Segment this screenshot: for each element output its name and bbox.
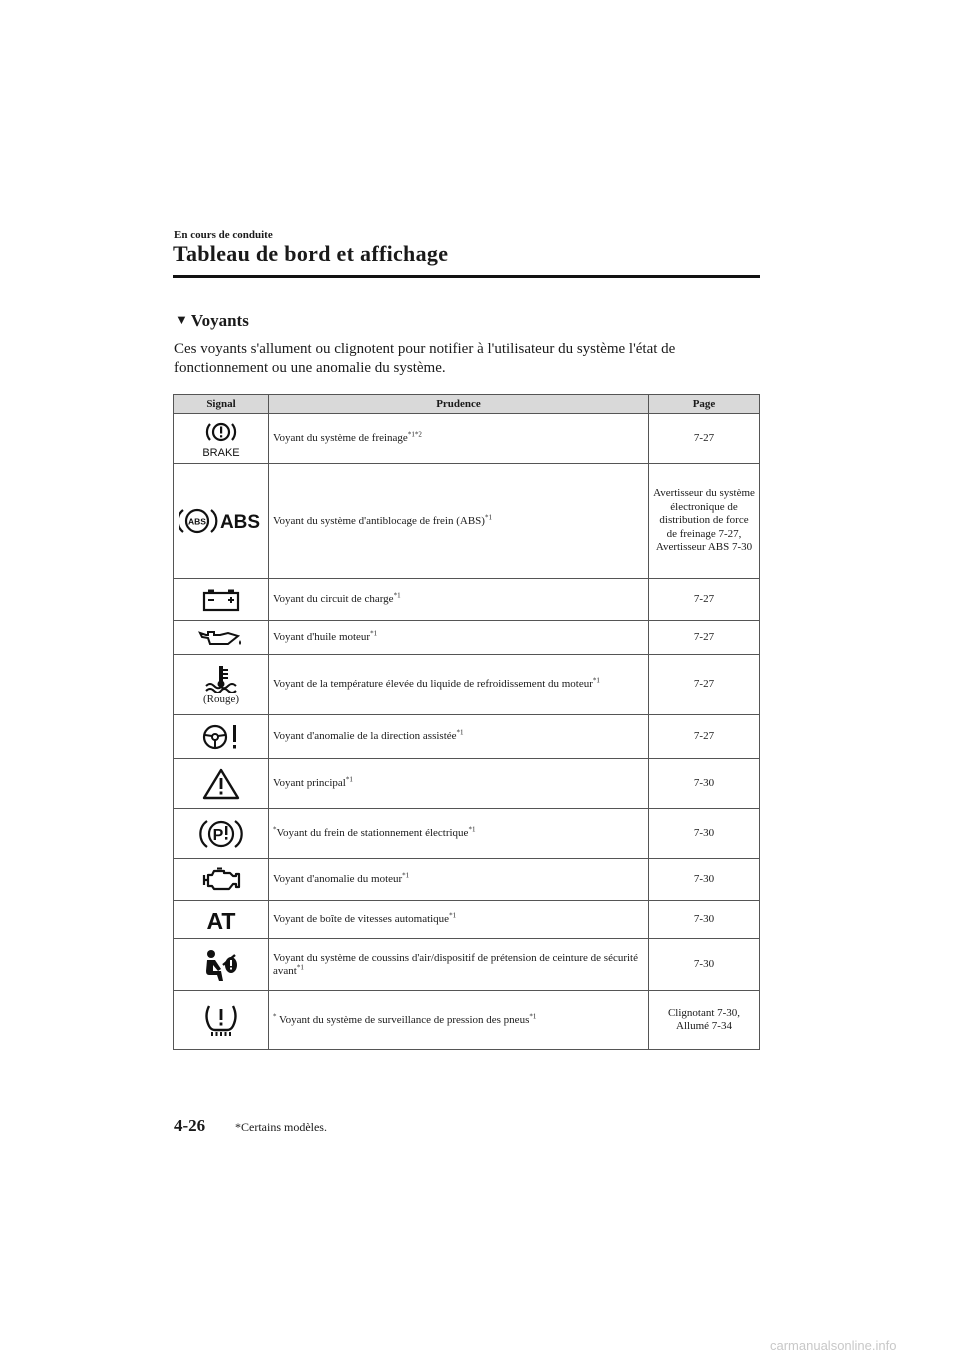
page-cell: Avertisseur du système électronique de distribution de force de freinage 7-27, Avertisseur ABS 7-30 — [649, 464, 760, 579]
description-cell: Voyant du système de freinage$^{*1*2}$ — [269, 414, 649, 464]
header-page: Page — [649, 395, 760, 414]
title-divider — [173, 275, 760, 278]
page-cell: 7-30 — [649, 759, 760, 809]
signal-cell — [174, 859, 269, 901]
description-cell: *Voyant du frein de stationnement électrique$^{*1}$ — [269, 809, 649, 859]
description-cell: Voyant d'anomalie du moteur$^{*1}$ — [269, 859, 649, 901]
section-intro: Ces voyants s'allument ou clignotent pour notifier à l'utilisateur du système l'état de fonctionnement ou une anomalie du système. — [174, 341, 676, 376]
description-cell: Voyant du système d'antiblocage de frein (ABS)$^{*1}$ — [269, 464, 649, 579]
table-row — [174, 809, 760, 859]
signal-cell — [174, 621, 269, 655]
signal-cell — [174, 809, 269, 859]
page-cell: Clignotant 7-30, Allumé 7-34 — [649, 991, 760, 1050]
description-cell: Voyant du circuit de charge$^{*1}$ — [269, 579, 649, 621]
description-cell: * Voyant du système de surveillance de pression des pneus$^{*1}$ — [269, 991, 649, 1050]
signal-cell — [174, 991, 269, 1050]
page-cell: 7-27 — [649, 655, 760, 715]
page-number: 4-26 — [174, 1116, 206, 1135]
description-cell: Voyant principal$^{*1}$ — [269, 759, 649, 809]
airbag-icon — [201, 947, 241, 983]
triangle-down-icon: ▼ — [175, 312, 188, 327]
table-row — [174, 414, 760, 464]
signal-cell — [174, 579, 269, 621]
section-heading — [175, 311, 249, 331]
coolant-temperature-icon — [204, 665, 238, 693]
section-title: Voyants — [190, 311, 249, 330]
page-title: Tableau de bord et affichage — [173, 241, 449, 266]
abs-warning-icon — [179, 504, 263, 538]
footnote: *Certains modèles. — [235, 1120, 327, 1134]
table-row — [174, 859, 760, 901]
header-prudence: Prudence — [269, 395, 649, 414]
page-cell: 7-27 — [649, 414, 760, 464]
page-cell: 7-30 — [649, 939, 760, 991]
table-row — [174, 621, 760, 655]
page-cell: 7-27 — [649, 579, 760, 621]
signal-cell — [174, 414, 269, 464]
description-cell: Voyant du système de coussins d'air/dispositif de prétension de ceinture de sécurité avant$^{*1}$ — [269, 939, 649, 991]
page-cell: 7-30 — [649, 809, 760, 859]
battery-icon — [201, 588, 241, 612]
table-row — [174, 464, 760, 579]
signal-cell — [174, 939, 269, 991]
page-cell: 7-27 — [649, 715, 760, 759]
description-cell: Voyant d'anomalie de la direction assistée$^{*1}$ — [269, 715, 649, 759]
tire-pressure-icon — [201, 1002, 241, 1038]
brake-warning-icon — [201, 420, 241, 458]
check-engine-icon — [200, 867, 242, 893]
master-warning-icon — [201, 767, 241, 801]
table-header-row — [174, 395, 760, 414]
header-signal: Signal — [174, 395, 269, 414]
table-row — [174, 991, 760, 1050]
chapter-label: En cours de conduite — [174, 229, 273, 241]
svg-text:BRAKE: BRAKE — [202, 446, 240, 458]
signal-cell — [174, 759, 269, 809]
oil-can-icon — [198, 628, 244, 648]
svg-text:ABS: ABS — [188, 516, 206, 527]
table-row — [174, 579, 760, 621]
page-cell: 7-30 — [649, 901, 760, 939]
table-row — [174, 939, 760, 991]
svg-text:AT: AT — [206, 907, 236, 932]
at-icon — [201, 908, 241, 932]
signal-cell — [174, 655, 269, 715]
table-row — [174, 901, 760, 939]
page-cell: 7-30 — [649, 859, 760, 901]
warning-lights-table — [173, 394, 760, 1050]
table-row — [174, 655, 760, 715]
table-row — [174, 715, 760, 759]
power-steering-icon — [201, 722, 241, 752]
description-cell: Voyant de boîte de vitesses automatique$^{*1}$ — [269, 901, 649, 939]
description-cell: Voyant de la température élevée du liquide de refroidissement du moteur$^{*1}$ — [269, 655, 649, 715]
signal-cell — [174, 901, 269, 939]
svg-text:ABS: ABS — [219, 512, 261, 533]
watermark-text: carmanualsonline.info — [770, 1338, 897, 1353]
page-cell: 7-27 — [649, 621, 760, 655]
signal-cell — [174, 715, 269, 759]
table-row — [174, 759, 760, 809]
parking-brake-icon — [199, 816, 243, 852]
color-label: (Rouge) — [202, 692, 240, 705]
svg-text:P: P — [212, 826, 224, 844]
description-cell: Voyant d'huile moteur$^{*1}$ — [269, 621, 649, 655]
signal-cell — [174, 464, 269, 579]
